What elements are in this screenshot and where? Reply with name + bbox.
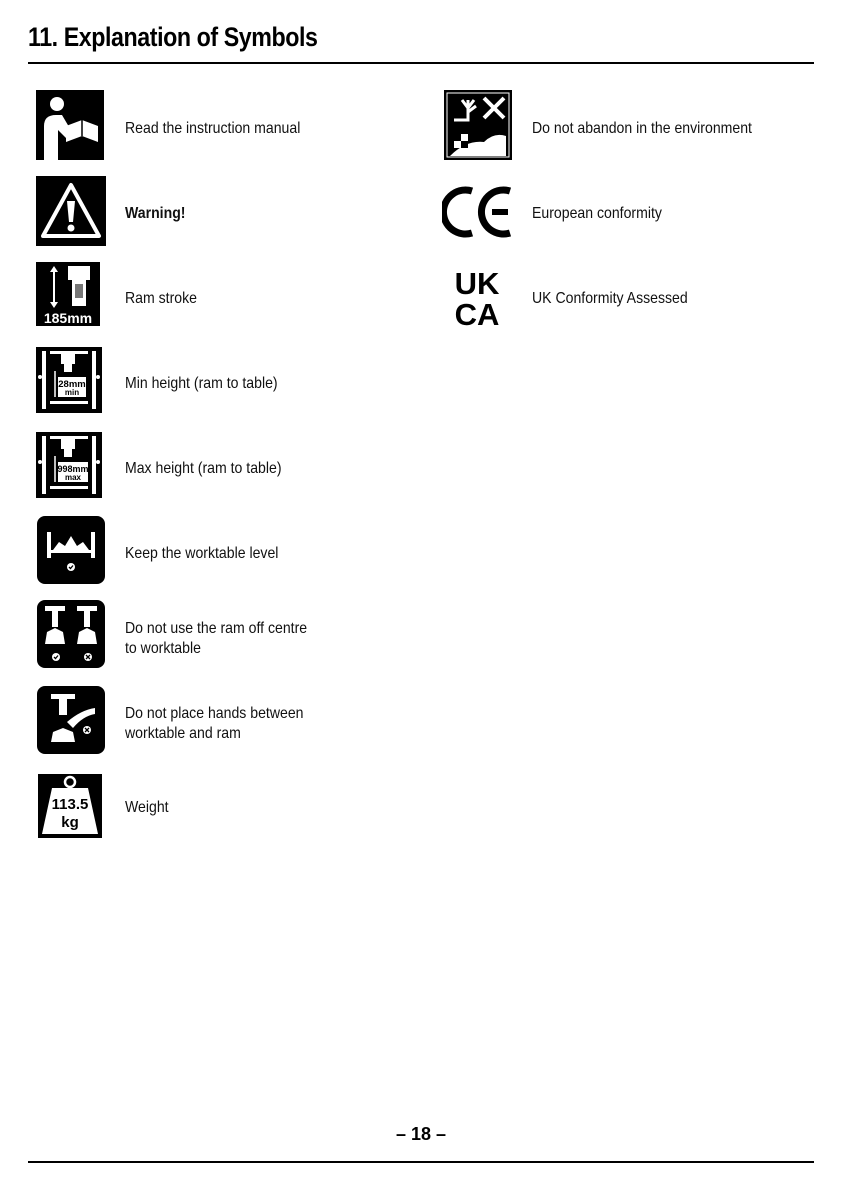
symbol-label-ukca: UK Conformity Assessed [532, 290, 688, 307]
symbol-label-weight: Weight [125, 799, 169, 816]
min-height-icon [36, 347, 102, 413]
header-divider [28, 62, 814, 64]
max-height-icon [36, 432, 102, 498]
svg-text:max: max [64, 473, 82, 482]
warning-icon [36, 176, 106, 246]
footer-divider [28, 1161, 814, 1163]
ram-off-centre-icon [37, 600, 105, 668]
svg-text:998mm: 998mm [57, 464, 89, 474]
svg-text:113.5: 113.5 [51, 796, 89, 813]
symbol-label-worktable-level: Keep the worktable level [125, 545, 279, 562]
symbol-label-max-height: Max height (ram to table) [125, 460, 282, 477]
read-manual-icon [36, 90, 104, 160]
environment-icon [444, 90, 512, 160]
ce-mark-icon [442, 185, 514, 239]
svg-text:28mm: 28mm [58, 379, 86, 390]
symbol-label-read-manual: Read the instruction manual [125, 120, 301, 137]
weight-icon [38, 774, 102, 838]
symbol-label-min-height: Min height (ram to table) [125, 375, 278, 392]
symbol-label-ce: European conformity [532, 205, 662, 222]
svg-text:UK: UK [454, 266, 500, 301]
svg-text:CA: CA [454, 297, 500, 328]
ram-stroke-value: 185mm [43, 310, 93, 326]
worktable-level-icon [37, 516, 105, 584]
hands-between-icon [37, 686, 105, 754]
page-title: 11. Explanation of Symbols [28, 22, 318, 52]
symbol-label-warning: Warning! [125, 205, 186, 222]
svg-text:min: min [64, 388, 80, 397]
symbol-label-hands-between-2: worktable and ram [125, 725, 241, 742]
symbol-label-environment: Do not abandon in the environment [532, 120, 752, 137]
ukca-mark-icon [447, 266, 507, 328]
symbol-label-ram-off-centre-1: Do not use the ram off centre [125, 620, 308, 637]
svg-text:kg: kg [61, 814, 79, 831]
page-number: – 18 – [395, 1124, 447, 1144]
ram-stroke-icon [36, 262, 100, 326]
symbol-label-hands-between-1: Do not place hands between [125, 705, 304, 722]
symbol-label-ram-stroke: Ram stroke [125, 290, 197, 307]
symbol-label-ram-off-centre-2: to worktable [125, 640, 201, 657]
